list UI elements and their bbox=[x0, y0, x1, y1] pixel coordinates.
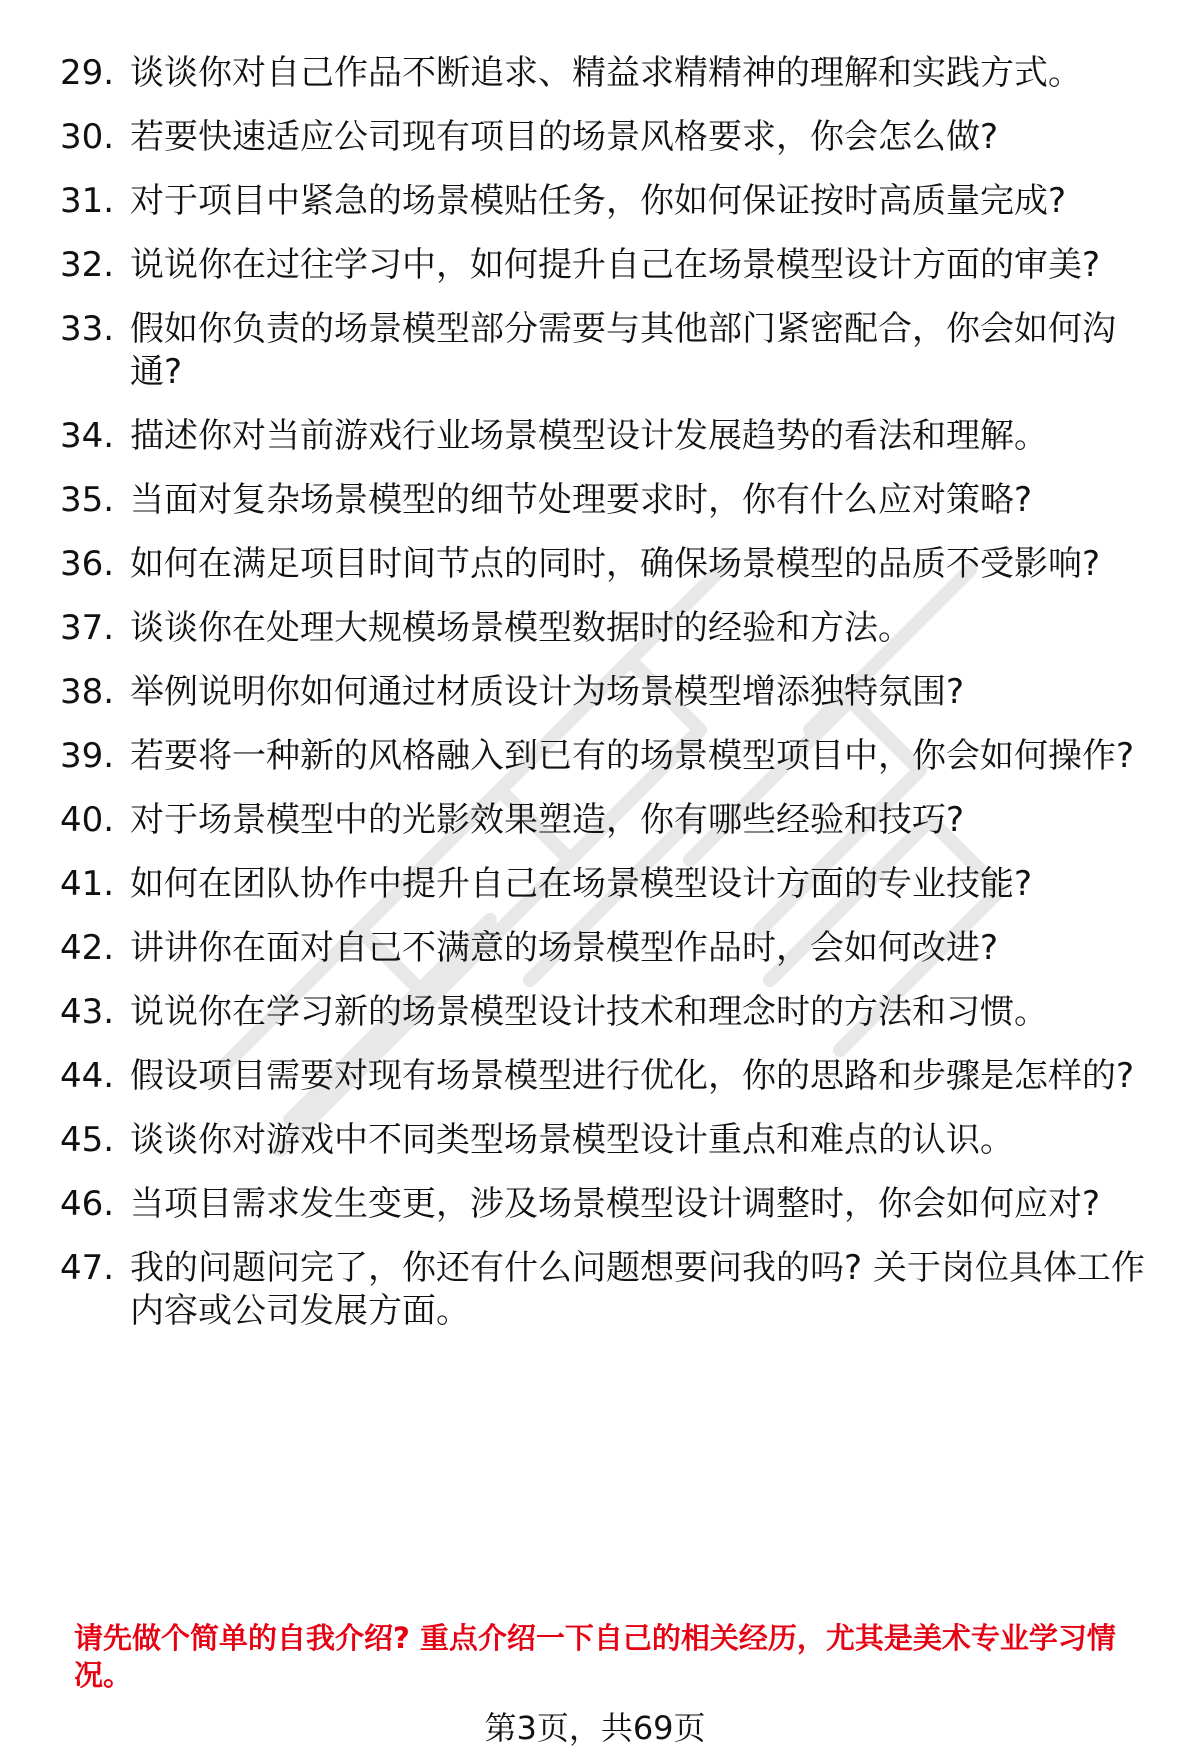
question-item bbox=[60, 308, 1160, 394]
question-text: 说说你在过往学习中，如何提升自己在场景模型设计方面的审美? bbox=[130, 245, 1101, 285]
question-item bbox=[60, 799, 1160, 842]
question-text: 谈谈你在处理大规模场景模型数据时的经验和方法。 bbox=[130, 608, 912, 648]
question-item bbox=[60, 607, 1160, 650]
question-number: 29. bbox=[60, 53, 115, 93]
question-text: 谈谈你对游戏中不同类型场景模型设计重点和难点的认识。 bbox=[130, 1120, 1014, 1160]
highlight-note: 请先做个简单的自我介绍? 重点介绍一下自己的相关经历，尤其是美术专业学习情况。 bbox=[74, 1621, 1116, 1692]
question-text: 如何在满足项目时间节点的同时，确保场景模型的品质不受影响? bbox=[130, 544, 1101, 584]
question-text: 描述你对当前游戏行业场景模型设计发展趋势的看法和理解。 bbox=[130, 416, 1048, 456]
question-number: 37. bbox=[60, 608, 115, 648]
question-item bbox=[60, 1055, 1160, 1098]
question-text: 对于场景模型中的光影效果塑造，你有哪些经验和技巧? bbox=[130, 800, 965, 840]
question-number: 43. bbox=[60, 992, 115, 1032]
question-item bbox=[60, 991, 1160, 1034]
question-item bbox=[60, 479, 1160, 522]
page-number: 第3页，共69页 bbox=[484, 1709, 706, 1747]
question-item bbox=[60, 244, 1160, 287]
question-number: 38. bbox=[60, 672, 115, 712]
question-text: 举例说明你如何通过材质设计为场景模型增添独特氛围? bbox=[130, 672, 965, 712]
question-item bbox=[60, 180, 1160, 223]
question-number: 40. bbox=[60, 800, 115, 840]
question-number: 31. bbox=[60, 181, 115, 221]
question-number: 36. bbox=[60, 544, 115, 584]
question-item bbox=[60, 735, 1160, 778]
question-number: 30. bbox=[60, 117, 115, 157]
question-number: 42. bbox=[60, 928, 115, 968]
question-number: 32. bbox=[60, 245, 115, 285]
question-text: 谈谈你对自己作品不断追求、精益求精精神的理解和实践方式。 bbox=[130, 53, 1082, 93]
question-number: 41. bbox=[60, 864, 115, 904]
question-number: 39. bbox=[60, 736, 115, 776]
question-text: 讲讲你在面对自己不满意的场景模型作品时，会如何改进? bbox=[130, 928, 999, 968]
question-item bbox=[60, 671, 1160, 714]
question-item bbox=[60, 415, 1160, 458]
question-text: 当项目需求发生变更，涉及场景模型设计调整时，你会如何应对? bbox=[130, 1184, 1101, 1224]
question-list bbox=[60, 52, 1160, 1354]
question-text: 如何在团队协作中提升自己在场景模型设计方面的专业技能? bbox=[130, 864, 1033, 904]
question-item bbox=[60, 1247, 1160, 1333]
question-number: 33. bbox=[60, 309, 115, 349]
question-number: 34. bbox=[60, 416, 115, 456]
question-text: 我的问题问完了，你还有什么问题想要问我的吗? 关于岗位具体工作内容或公司发展方面。 bbox=[130, 1248, 1145, 1331]
question-number: 35. bbox=[60, 480, 115, 520]
question-item bbox=[60, 52, 1160, 95]
question-text: 假设项目需要对现有场景模型进行优化，你的思路和步骤是怎样的? bbox=[130, 1056, 1135, 1096]
question-item bbox=[60, 543, 1160, 586]
question-text: 说说你在学习新的场景模型设计技术和理念时的方法和习惯。 bbox=[130, 992, 1048, 1032]
question-item bbox=[60, 863, 1160, 906]
question-item bbox=[60, 1119, 1160, 1162]
question-text: 若要快速适应公司现有项目的场景风格要求，你会怎么做? bbox=[130, 117, 999, 157]
question-number: 45. bbox=[60, 1120, 115, 1160]
question-number: 44. bbox=[60, 1056, 115, 1096]
question-item bbox=[60, 116, 1160, 159]
question-item bbox=[60, 927, 1160, 970]
question-text: 对于项目中紧急的场景模贴任务，你如何保证按时高质量完成? bbox=[130, 181, 1067, 221]
question-item bbox=[60, 1183, 1160, 1226]
question-number: 46. bbox=[60, 1184, 115, 1224]
question-text: 当面对复杂场景模型的细节处理要求时，你有什么应对策略? bbox=[130, 480, 1033, 520]
question-number: 47. bbox=[60, 1248, 115, 1288]
question-text: 假如你负责的场景模型部分需要与其他部门紧密配合，你会如何沟通? bbox=[130, 309, 1116, 392]
question-text: 若要将一种新的风格融入到已有的场景模型项目中，你会如何操作? bbox=[130, 736, 1135, 776]
